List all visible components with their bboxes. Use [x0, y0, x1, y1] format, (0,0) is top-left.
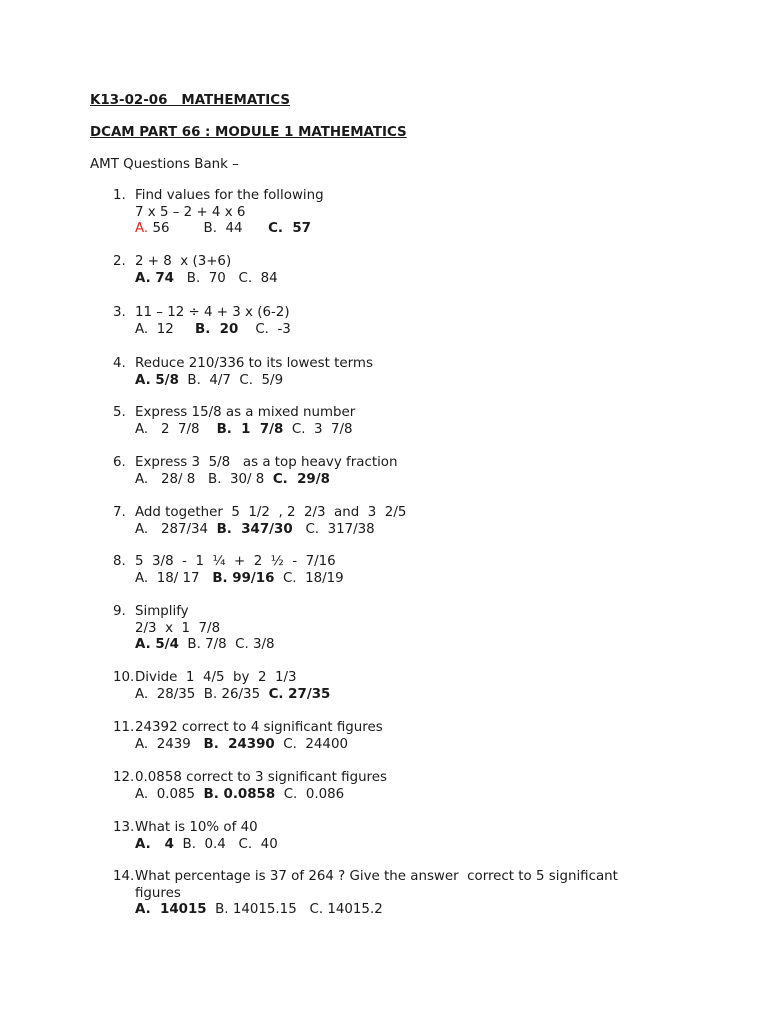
answer-options — [135, 322, 655, 339]
answer-options — [135, 571, 655, 588]
question-text: Simplify — [135, 604, 189, 619]
other-options: C. 18/19 — [274, 570, 344, 586]
question-body — [135, 254, 655, 287]
question-number: 1. — [113, 188, 126, 203]
other-options: B. 70 C. 84 — [174, 270, 278, 286]
other-options: B. 0.4 C. 40 — [174, 836, 278, 852]
question-text: figures — [135, 885, 181, 901]
question-text: 2/3 x 1 7/8 — [135, 620, 221, 636]
answer-options — [135, 837, 655, 854]
other-options: C. 0.086 — [275, 786, 345, 802]
other-options: A. 18/ 17 — [135, 570, 213, 586]
correct-option: B. 24390 — [203, 736, 275, 752]
question-number: 2. — [113, 254, 126, 269]
answer-options — [135, 373, 655, 390]
other-options: A. 12 — [135, 321, 196, 337]
question-number: 11. — [113, 720, 135, 735]
question-body — [135, 720, 655, 753]
question-number: 6. — [113, 455, 126, 470]
correct-option: C. 27/35 — [268, 686, 331, 702]
other-options: B. 4/7 C. 5/9 — [178, 372, 284, 388]
correct-option: B. 347/30 — [216, 521, 293, 537]
question-text: 0.0858 correct to 3 significant figures — [135, 770, 387, 785]
correct-option: A. 14015 — [135, 902, 207, 918]
other-options: A. 28/ 8 B. 30/ 8 — [135, 471, 273, 487]
other-options: A. 28/35 B. 26/35 — [135, 686, 269, 702]
option-a-b: 56 B. 44 — [148, 221, 269, 237]
correct-option: B. 0.0858 — [203, 786, 276, 802]
correct-option: A. 5/4 — [135, 637, 179, 653]
question-number: 9. — [113, 604, 126, 619]
question-body — [135, 356, 655, 389]
correct-option: B. 20 — [195, 321, 239, 337]
answer-options — [135, 787, 655, 804]
question-number: 3. — [113, 305, 126, 320]
other-options: A. 0.085 — [135, 786, 204, 802]
question-body — [135, 670, 655, 703]
question-text: Find values for the following — [135, 188, 324, 203]
question-body — [135, 305, 655, 338]
question-number: 4. — [113, 356, 126, 371]
correct-option: A. 74 — [135, 270, 174, 286]
question-body — [135, 455, 655, 488]
question-text: What is 10% of 40 — [135, 820, 258, 835]
question-text: 5 3/8 - 1 ¼ + 2 ½ - 7/16 — [135, 554, 336, 569]
module-title-heading: DCAM PART 66 : MODULE 1 MATHEMATICS — [90, 125, 407, 140]
question-text: Express 3 5/8 as a top heavy fraction — [135, 455, 398, 470]
answer-options — [135, 522, 655, 539]
question-body — [135, 820, 655, 853]
question-body — [135, 405, 655, 438]
question-text: 24392 correct to 4 significant figures — [135, 720, 383, 735]
answer-options — [135, 737, 655, 754]
answer-options — [135, 422, 655, 439]
correct-option: B. 99/16 — [212, 570, 275, 586]
question-text: What percentage is 37 of 264 ? Give the answer correct to 5 significant — [135, 869, 618, 884]
answer-options — [135, 637, 655, 654]
correct-option: B. 1 7/8 — [216, 421, 284, 437]
question-body — [135, 188, 655, 238]
question-number: 10. — [113, 670, 135, 685]
question-text: 11 – 12 ÷ 4 + 3 x (6-2) — [135, 305, 290, 320]
question-number: 14. — [113, 869, 135, 884]
question-number: 8. — [113, 554, 126, 569]
question-text: Add together 5 1/2 , 2 2/3 and 3 2/5 — [135, 505, 407, 520]
other-options: A. 2439 — [135, 736, 204, 752]
correct-option: A. 4 — [135, 836, 175, 852]
other-options: C. -3 — [238, 321, 291, 337]
option-a-label: A. — [135, 221, 149, 237]
correct-option: A. 5/8 — [135, 372, 179, 388]
question-number: 7. — [113, 505, 126, 520]
answer-options — [135, 221, 655, 238]
other-options: C. 24400 — [274, 736, 348, 752]
question-body — [135, 869, 655, 919]
question-number: 13. — [113, 820, 135, 835]
answer-options — [135, 271, 655, 288]
question-body — [135, 770, 655, 803]
question-body — [135, 604, 655, 654]
question-body — [135, 505, 655, 538]
question-text: Reduce 210/336 to its lowest terms — [135, 356, 373, 371]
other-options: B. 14015.15 C. 14015.2 — [206, 902, 383, 918]
other-options: C. 317/38 — [292, 521, 375, 537]
question-body — [135, 554, 655, 587]
course-code-heading: K13-02-06 MATHEMATICS — [90, 93, 291, 108]
other-options: C. 3 7/8 — [283, 421, 353, 437]
question-number: 12. — [113, 770, 135, 785]
correct-option: C. 57 — [268, 221, 311, 237]
question-text: Express 15/8 as a mixed number — [135, 405, 356, 420]
other-options: A. 287/34 — [135, 521, 217, 537]
question-text: Divide 1 4/5 by 2 1/3 — [135, 670, 297, 685]
bank-title: AMT Questions Bank – — [90, 157, 239, 172]
answer-options — [135, 472, 655, 489]
correct-option: C. 29/8 — [272, 471, 330, 487]
question-text: 2 + 8 x (3+6) — [135, 254, 232, 269]
question-number: 5. — [113, 405, 126, 420]
question-text: 7 x 5 – 2 + 4 x 6 — [135, 204, 246, 220]
other-options: A. 2 7/8 — [135, 421, 217, 437]
answer-options — [135, 902, 655, 919]
other-options: B. 7/8 C. 3/8 — [178, 637, 275, 653]
answer-options — [135, 687, 655, 704]
